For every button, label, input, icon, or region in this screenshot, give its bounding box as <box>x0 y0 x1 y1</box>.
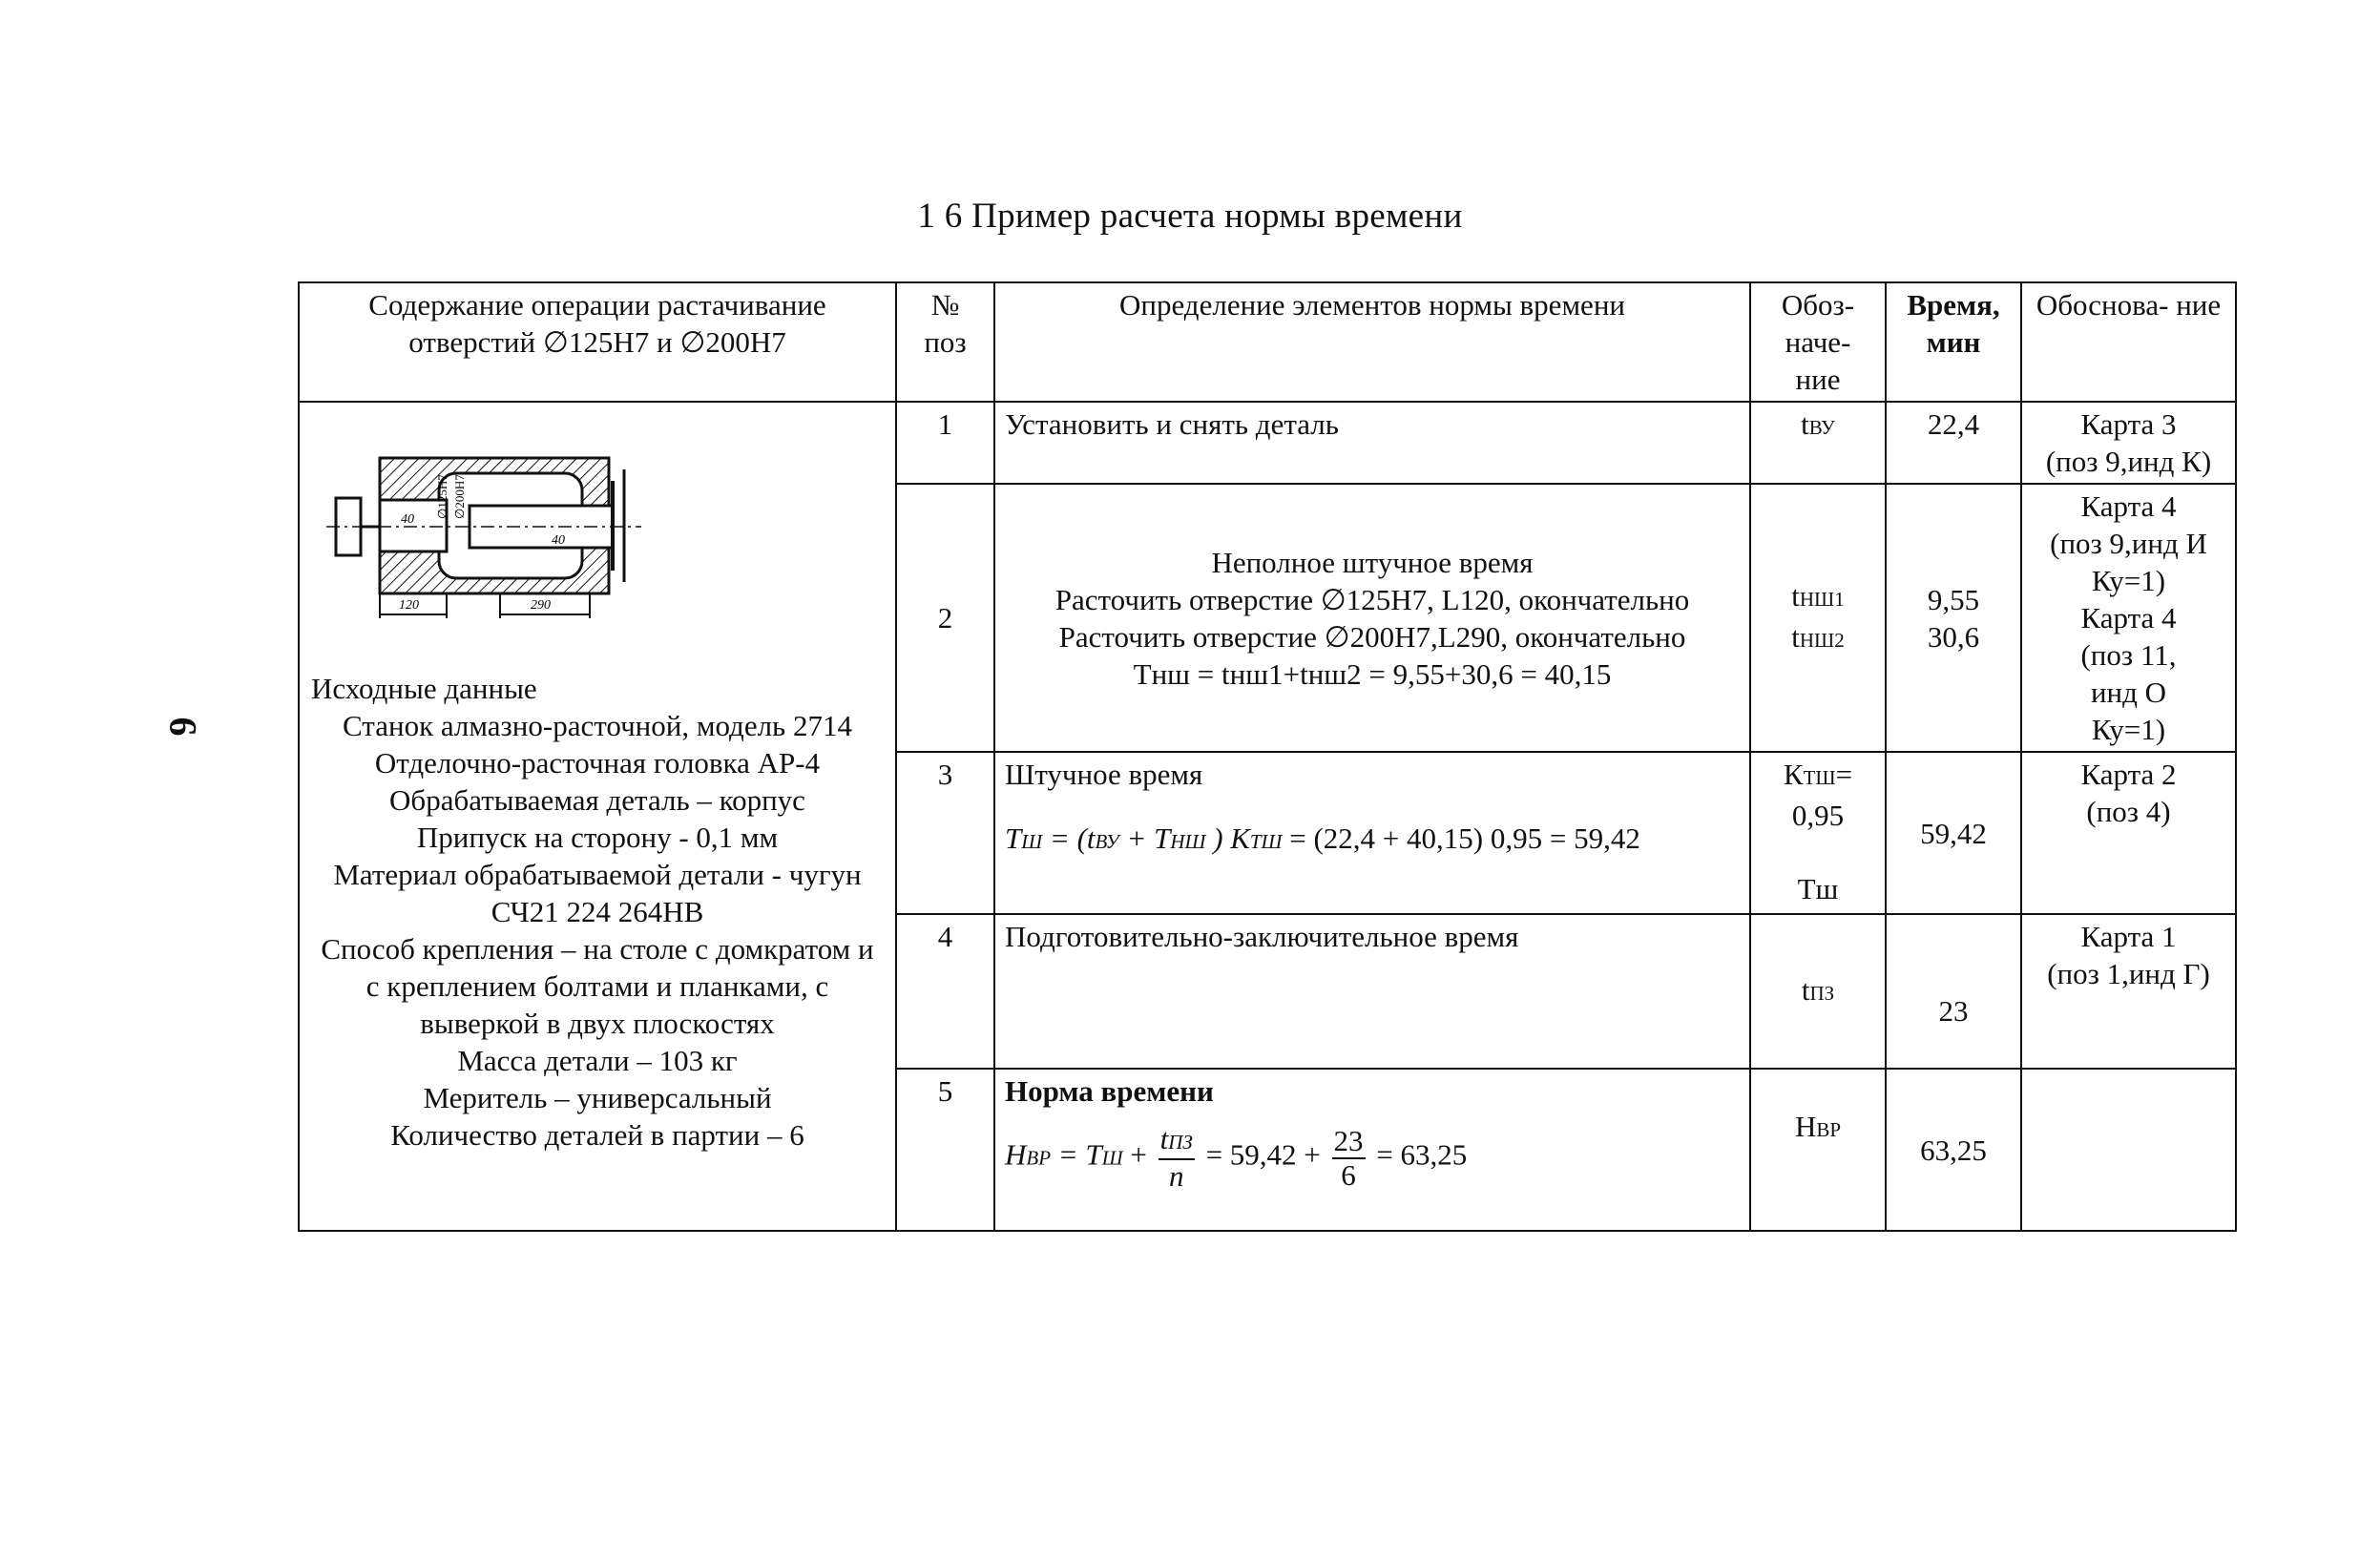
label-bore-small: ∅125H7 <box>435 474 449 519</box>
label-length-120: 120 <box>399 598 419 613</box>
input-data-line: Станок алмазно-расточной, модель 2714 <box>343 709 852 742</box>
time-norm-table <box>298 281 2237 1232</box>
header-pos: № поз <box>896 282 994 402</box>
row4-time: 23 <box>1886 914 2021 1069</box>
row5-time: 63,25 <box>1886 1069 2021 1231</box>
label-dim-40-left: 40 <box>401 512 414 527</box>
row1-pos: 1 <box>896 402 994 484</box>
table-row <box>299 402 2236 484</box>
row4-designation: tПЗ <box>1750 914 1886 1069</box>
row5-basis <box>2021 1069 2236 1231</box>
input-data-line: Меритель – универсальный <box>423 1081 772 1114</box>
header-designation: Обоз- наче- ние <box>1750 282 1886 402</box>
operation-cell <box>299 402 896 1231</box>
header-time: Время, мин <box>1886 282 2021 402</box>
row2-basis: Карта 4 (поз 9,инд И Ку=1) Карта 4 (поз 11, инд О Ку=1) <box>2021 484 2236 752</box>
row3-formula: ТШ = (tВУ + ТНШ ) КТШ = (22,4 + 40,15) 0,95 = 59,42 <box>1005 822 1640 855</box>
input-data-line: Отделочно-расточная головка АР-4 <box>374 746 821 780</box>
row3-text: Штучное время ТШ = (tВУ + ТНШ ) КТШ = (22,4 + 40,15) 0,95 = 59,42 <box>994 752 1750 914</box>
header-definition: Определение элементов нормы времени <box>994 282 1750 402</box>
table-header-row <box>299 282 2236 402</box>
input-data-line: Способ крепления – на столе с домкратом и с креплением болтами и планками, с выверкой в двух плоскостях <box>321 932 874 1040</box>
input-data-line: Припуск на сторону - 0,1 мм <box>416 821 779 854</box>
row1-text: Установить и снять деталь <box>994 402 1750 484</box>
input-data-line: Количество деталей в партии – 6 <box>390 1118 804 1152</box>
row1-time: 22,4 <box>1886 402 2021 484</box>
label-dim-40-right: 40 <box>552 533 565 548</box>
row5-text: Норма времени НВР = ТШ + $\frac{\text{tПЗ}}{n}$ = 59,42 + $\frac{23}{6}$ = 63,25 <box>994 1069 1750 1231</box>
row1-basis: Карта 3 (поз 9,инд К) <box>2021 402 2236 484</box>
input-data-line: Обрабатываемая деталь – корпус <box>389 783 805 817</box>
header-basis: Обоснова- ние <box>2021 282 2236 402</box>
row4-text: Подготовительно-заключительное время <box>994 914 1750 1069</box>
fraction-23-6: $\frac{23}{6}$ <box>1333 1123 1364 1192</box>
row1-designation: tВУ <box>1750 402 1886 484</box>
row2-time: 9,55 30,6 <box>1886 484 2021 752</box>
row3-designation: КТШ= 0,95 Тш <box>1750 752 1886 914</box>
label-bore-large: ∅200H7 <box>452 474 467 519</box>
row3-time: 59,42 <box>1886 752 2021 914</box>
row4-basis: Карта 1 (поз 1,инд Г) <box>2021 914 2236 1069</box>
label-length-290: 290 <box>531 598 551 613</box>
row3-pos: 3 <box>896 752 994 914</box>
row5-pos: 5 <box>896 1069 994 1231</box>
row2-pos: 2 <box>896 484 994 752</box>
row5-designation: НВР <box>1750 1069 1886 1231</box>
page-number: 6 <box>161 717 205 737</box>
row2-designation: tНШ1 tНШ2 <box>1750 484 1886 752</box>
row3-basis: Карта 2 (поз 4) <box>2021 752 2236 914</box>
row5-formula: НВР = ТШ + $\frac{\text{tПЗ}}{n}$ = 59,42 + $\frac{23}{6}$ = 63,25 <box>1005 1122 1468 1193</box>
page-title: 1 6 Пример расчета нормы времени <box>917 197 1463 236</box>
fraction-tpz-n: $\frac{\text{tПЗ}}{n}$ <box>1159 1122 1193 1193</box>
row2-text: Неполное штучное время Расточить отверстие ∅125Н7, L120, окончательно Расточить отверстие ∅200Н7,L290, окончательно Тнш = tнш1+tнш2 = 9,55+30,6 = 40,15 <box>994 484 1750 752</box>
header-operation: Содержание операции растачивание отверстий ∅125Н7 и ∅200Н7 <box>299 282 896 402</box>
part-drawing <box>326 441 651 632</box>
input-data-heading: Исходные данные <box>311 672 537 705</box>
row4-pos: 4 <box>896 914 994 1069</box>
input-data-line: Масса детали – 103 кг <box>457 1044 738 1077</box>
input-data-line: Материал обрабатываемой детали - чугун СЧ21 224 264НВ <box>333 858 862 928</box>
